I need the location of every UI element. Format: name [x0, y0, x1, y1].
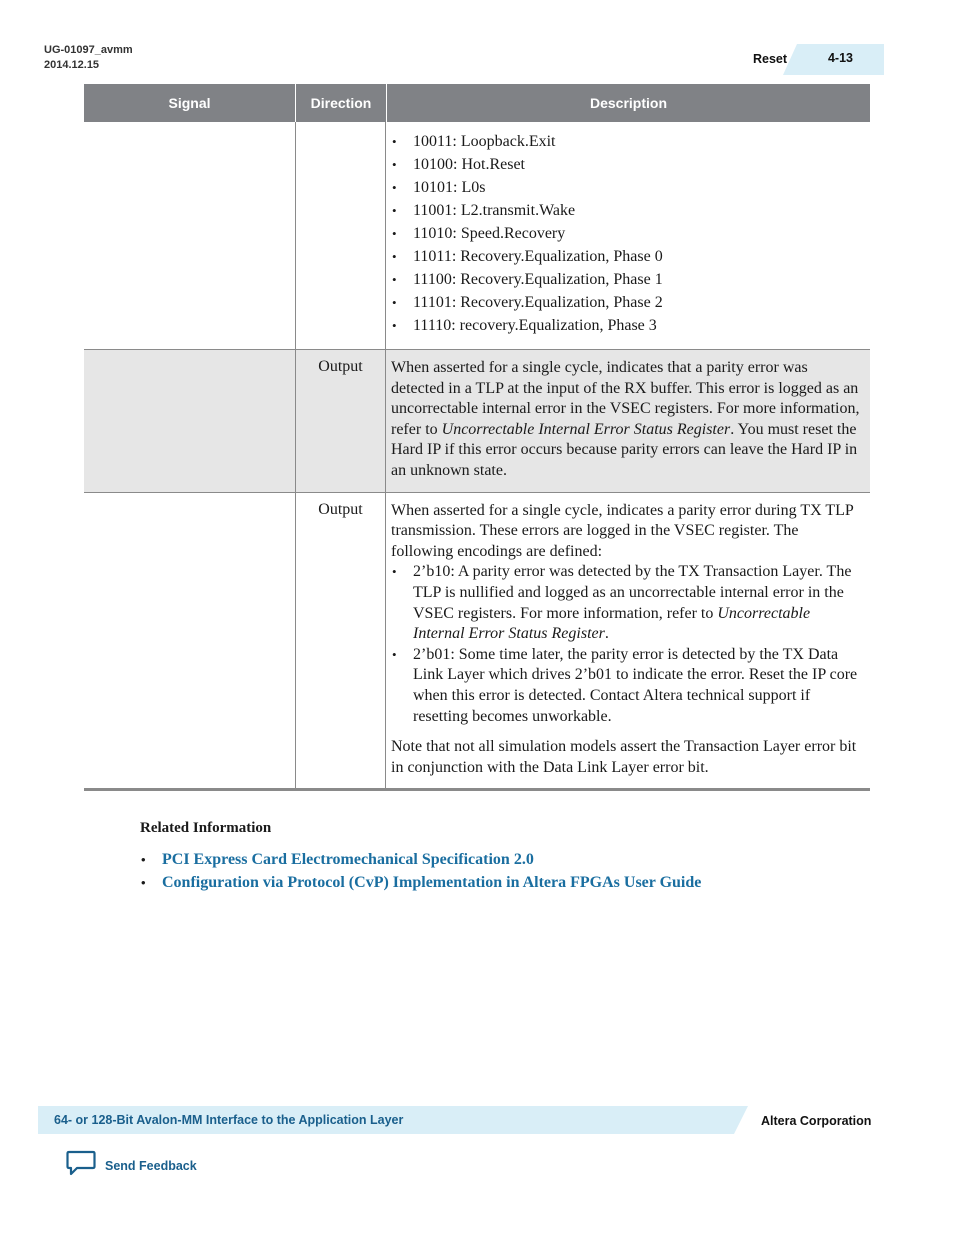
- register-reference: Uncorrectable Internal Error Status Register: [413, 604, 811, 643]
- speech-bubble-icon: [66, 1150, 96, 1181]
- list-item: • 11101: Recovery.Equalization, Phase 2: [391, 291, 862, 314]
- send-feedback-link[interactable]: [66, 1150, 197, 1181]
- direction-cell: Output: [295, 350, 385, 492]
- doc-id-block: [44, 43, 133, 73]
- footer-band: [38, 1106, 734, 1134]
- related-links: [140, 848, 701, 894]
- column-header-description: Description: [386, 84, 870, 122]
- list-item: • 11100: Recovery.Equalization, Phase 1: [391, 268, 862, 291]
- signal-cell: [84, 122, 295, 349]
- description-note: Note that not all simulation models assert the Transaction Layer error bit in conjunction with the Data Link Layer error bit.: [391, 738, 857, 776]
- column-header-signal: Signal: [168, 95, 211, 111]
- related-info-title: Related Information: [140, 820, 272, 836]
- list-item-text: 2’b10: A parity error was detected by the TX Transaction Layer. The TLP is nullified and logged as an uncorrectable internal error in the VSEC registers. For more information, refer to: [413, 563, 852, 622]
- column-header-direction: Direction: [295, 84, 386, 122]
- list-item: • 11010: Speed.Recovery: [391, 222, 862, 245]
- footer-doc-title: 64- or 128-Bit Avalon-MM Interface to the Application Layer: [54, 1113, 404, 1127]
- table-row: [84, 122, 870, 350]
- list-item: • 10101: L0s: [391, 176, 862, 199]
- direction-cell: Output: [295, 493, 385, 789]
- description-text: When asserted for a single cycle, indicates that a parity error was detected in a TLP at the input of the RX buffer. This error is logged as an uncorrectable internal error in the VSEC registers. For more information, refer to: [391, 359, 860, 438]
- list-item: • 10011: Loopback.Exit: [391, 130, 862, 153]
- register-reference: Uncorrectable Internal Error Status Register: [441, 420, 731, 438]
- signal-table: [84, 84, 870, 791]
- list-item-text: .: [604, 625, 609, 643]
- table-row: [84, 493, 870, 792]
- signal-cell: [84, 350, 295, 492]
- related-link-cvp-user-guide[interactable]: • Configuration via Protocol (CvP) Implementation in Altera FPGAs User Guide: [140, 871, 701, 894]
- list-item: • 2’b01: Some time later, the parity error is detected by the TX Data Link Layer which drives 2’b01 to indicate the error. Reset the IP core when this error is detected. Contact Altera technical support if resetting becomes unworkable.: [391, 645, 862, 727]
- list-item: • 11011: Recovery.Equalization, Phase 0: [391, 245, 862, 268]
- direction-cell: [295, 122, 385, 349]
- page-number: 4-13: [827, 51, 854, 65]
- signal-cell: [84, 493, 295, 789]
- list-item: • 11110: recovery.Equalization, Phase 3: [391, 314, 862, 337]
- table-row: [84, 350, 870, 493]
- section-title: Reset: [753, 52, 788, 66]
- page-tab: [797, 44, 884, 75]
- list-item: [391, 562, 862, 644]
- description-cell: [385, 122, 868, 349]
- doc-id: UG-01097_avmm: [44, 44, 133, 56]
- related-link-pcie-cem-spec[interactable]: • PCI Express Card Electromechanical Specification 2.0: [140, 848, 701, 871]
- description-text: . You must reset the Hard IP if this error occurs because parity errors can leave the Hard IP in an unknown state.: [391, 420, 858, 479]
- list-item: • 11001: L2.transmit.Wake: [391, 199, 862, 222]
- list-item: • 10100: Hot.Reset: [391, 153, 862, 176]
- description-cell: [385, 493, 868, 789]
- description-intro: When asserted for a single cycle, indicates a parity error during TX TLP transmission. These errors are logged in the VSEC register. The following encodings are defined:: [391, 501, 854, 560]
- footer-company: Altera Corporation: [761, 1114, 872, 1128]
- table-header: [84, 84, 870, 122]
- state-encoding-list: [391, 130, 862, 337]
- send-feedback-label: Send Feedback: [105, 1158, 197, 1173]
- description-cell: [385, 350, 868, 492]
- doc-date: 2014.12.15: [44, 59, 100, 71]
- encoding-list: [391, 562, 862, 727]
